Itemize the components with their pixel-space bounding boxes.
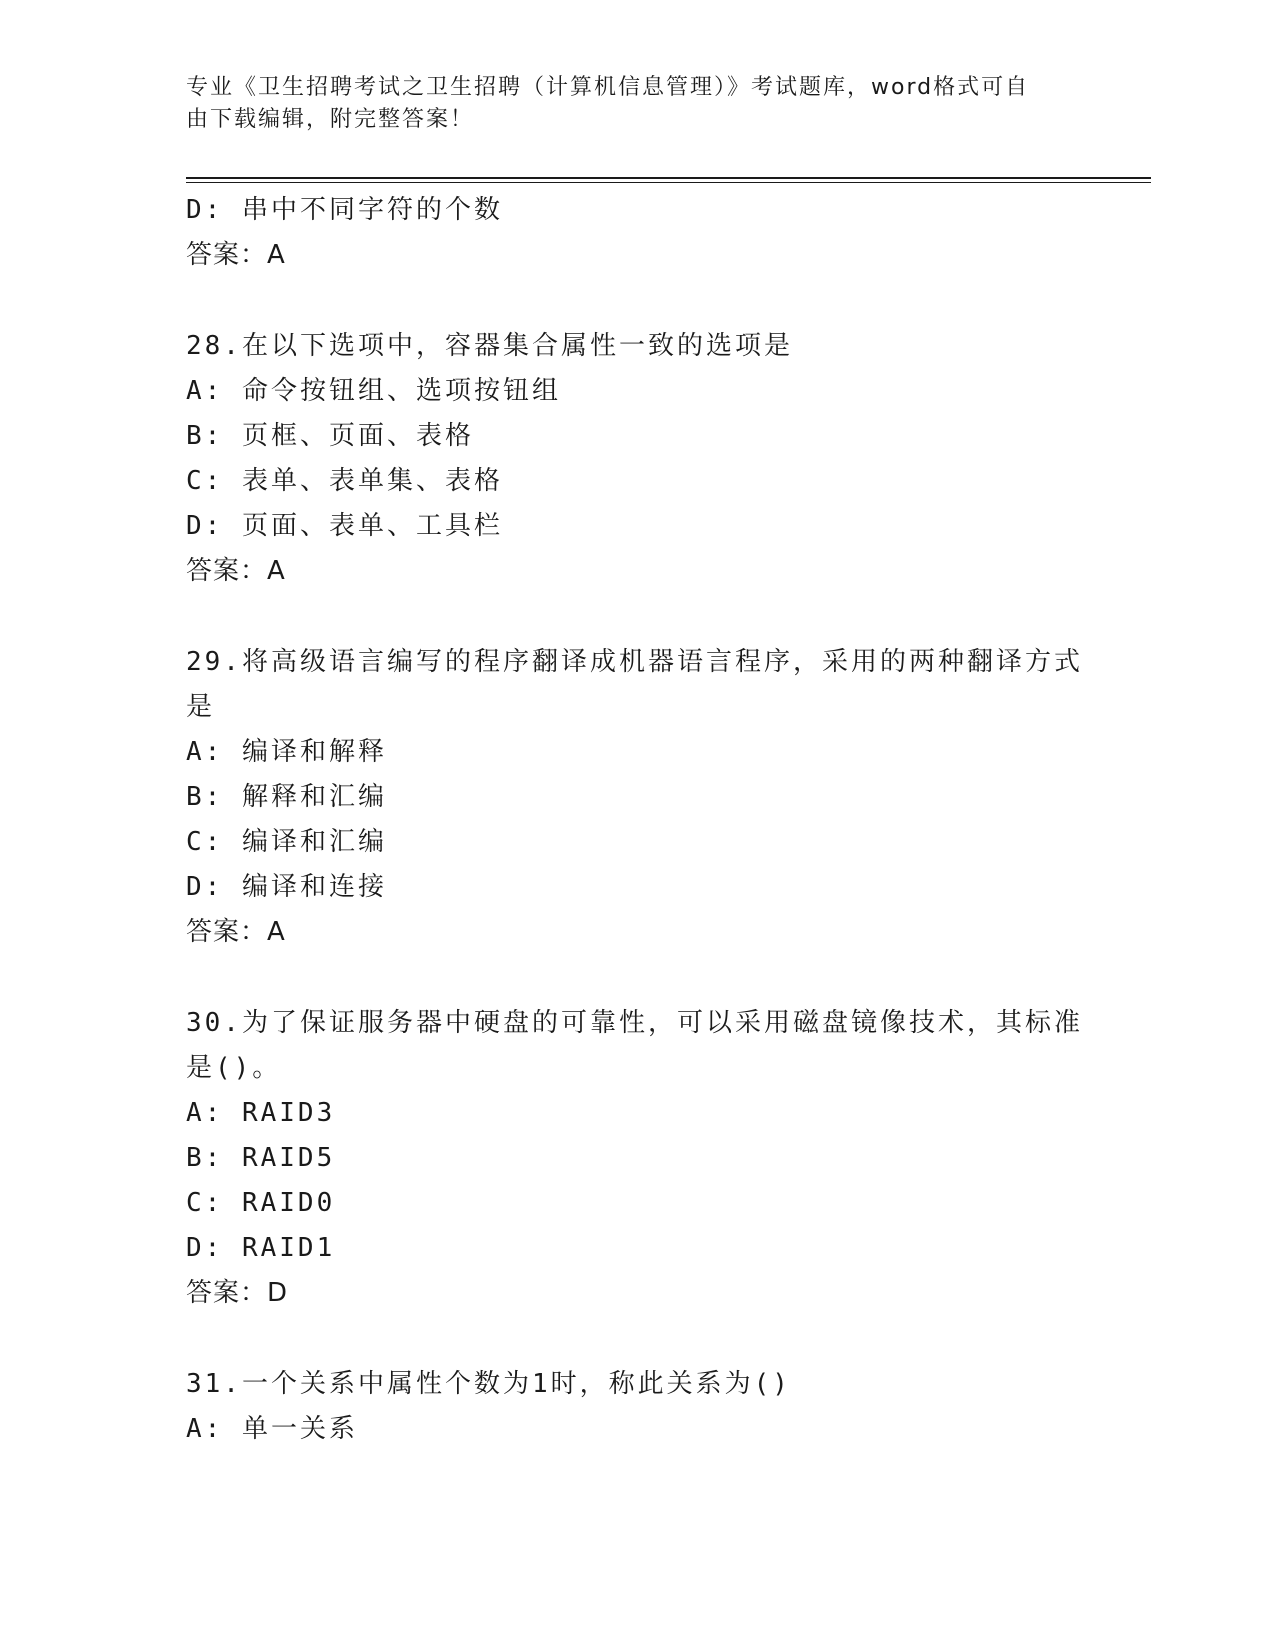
question-text: 30.为了保证服务器中硬盘的可靠性，可以采用磁盘镜像技术，其标准 bbox=[186, 1008, 1083, 1038]
header-divider-thin bbox=[186, 182, 1151, 183]
spacer bbox=[186, 278, 1086, 324]
spacer bbox=[186, 955, 1086, 1001]
header-divider-thick bbox=[186, 177, 1151, 179]
question-block-28 bbox=[186, 324, 1086, 594]
option-d: D: 页面、表单、工具栏 bbox=[186, 511, 503, 541]
option-c: C: RAID0 bbox=[186, 1188, 336, 1218]
question-block-27 bbox=[186, 188, 1086, 278]
option-a: A: 单一关系 bbox=[186, 1414, 358, 1444]
option-a: A: RAID3 bbox=[186, 1098, 336, 1128]
option-d: D: 串中不同字符的个数 bbox=[186, 195, 503, 225]
question-text: 28.在以下选项中，容器集合属性一致的选项是 bbox=[186, 331, 793, 361]
option-c: C: 编译和汇编 bbox=[186, 827, 387, 857]
option-b: B: 页框、页面、表格 bbox=[186, 421, 474, 451]
answer-line: 答案：A bbox=[186, 917, 286, 947]
header-line-1: 专业《卫生招聘考试之卫生招聘（计算机信息管理）》考试题库，word格式可自 bbox=[186, 75, 1030, 100]
question-text: 31.一个关系中属性个数为1时，称此关系为() bbox=[186, 1369, 791, 1399]
option-d: D: 编译和连接 bbox=[186, 872, 387, 902]
spacer bbox=[186, 1316, 1086, 1362]
question-list bbox=[186, 188, 1086, 1452]
question-text: 29.将高级语言编写的程序翻译成机器语言程序，采用的两种翻译方式 bbox=[186, 647, 1083, 677]
answer-line: 答案：A bbox=[186, 240, 286, 270]
answer-line: 答案：A bbox=[186, 556, 286, 586]
header-line-2: 由下载编辑，附完整答案！ bbox=[186, 107, 475, 132]
option-a: A: 命令按钮组、选项按钮组 bbox=[186, 376, 561, 406]
header-note bbox=[186, 72, 1066, 136]
option-c: C: 表单、表单集、表格 bbox=[186, 466, 503, 496]
option-b: B: 解释和汇编 bbox=[186, 782, 387, 812]
option-d: D: RAID1 bbox=[186, 1233, 336, 1263]
option-a: A: 编译和解释 bbox=[186, 737, 387, 767]
question-block-30 bbox=[186, 1001, 1086, 1316]
answer-line: 答案：D bbox=[186, 1278, 289, 1308]
spacer bbox=[186, 594, 1086, 640]
option-b: B: RAID5 bbox=[186, 1143, 336, 1173]
question-text-continued: 是()。 bbox=[186, 1053, 282, 1083]
question-block-29 bbox=[186, 640, 1086, 955]
question-text-continued: 是 bbox=[186, 692, 216, 722]
question-block-31 bbox=[186, 1362, 1086, 1452]
